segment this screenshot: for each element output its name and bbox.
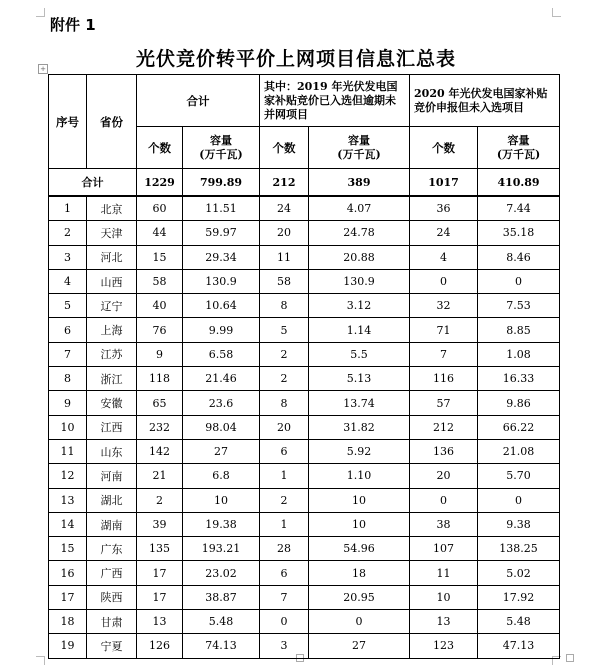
province-cell: 浙江 xyxy=(87,367,137,391)
value-cell: 28 xyxy=(260,537,309,561)
page-corner-mark xyxy=(36,656,45,665)
table-row xyxy=(49,342,560,366)
seq-cell: 13 xyxy=(49,488,87,512)
value-cell: 193.21 xyxy=(183,537,260,561)
value-cell: 11 xyxy=(410,561,478,585)
total-label: 合计 xyxy=(49,169,137,197)
value-cell: 2 xyxy=(137,488,183,512)
value-cell: 24 xyxy=(410,221,478,245)
value-cell: 44 xyxy=(137,221,183,245)
seq-cell: 8 xyxy=(49,367,87,391)
value-cell: 10.64 xyxy=(183,294,260,318)
seq-cell: 5 xyxy=(49,294,87,318)
value-cell: 65 xyxy=(137,391,183,415)
value-cell: 20 xyxy=(260,221,309,245)
seq-cell: 17 xyxy=(49,585,87,609)
value-cell: 136 xyxy=(410,439,478,463)
value-cell: 1.10 xyxy=(309,464,410,488)
table-row xyxy=(49,318,560,342)
value-cell: 3.12 xyxy=(309,294,410,318)
value-cell: 60 xyxy=(137,196,183,221)
table-row xyxy=(49,634,560,658)
table-move-handle-icon[interactable]: + xyxy=(38,64,48,74)
province-cell: 山东 xyxy=(87,439,137,463)
seq-cell: 2 xyxy=(49,221,87,245)
header-2019-group: 其中：2019 年光伏发电国家补贴竞价已入选但逾期未并网项目 xyxy=(260,75,410,127)
seq-cell: 14 xyxy=(49,512,87,536)
value-cell: 10 xyxy=(309,488,410,512)
seq-cell: 1 xyxy=(49,196,87,221)
value-cell: 2 xyxy=(260,367,309,391)
header-capacity: 容量 (万千瓦) xyxy=(183,127,260,169)
value-cell: 38 xyxy=(410,512,478,536)
value-cell: 7 xyxy=(410,342,478,366)
header-capacity: 容量 (万千瓦) xyxy=(309,127,410,169)
seq-cell: 6 xyxy=(49,318,87,342)
value-cell: 8.46 xyxy=(478,245,560,269)
value-cell: 66.22 xyxy=(478,415,560,439)
value-cell: 47.13 xyxy=(478,634,560,658)
value-cell: 23.02 xyxy=(183,561,260,585)
value-cell: 10 xyxy=(410,585,478,609)
value-cell: 1 xyxy=(260,512,309,536)
province-cell: 湖南 xyxy=(87,512,137,536)
header-count: 个数 xyxy=(137,127,183,169)
value-cell: 98.04 xyxy=(183,415,260,439)
value-cell: 11 xyxy=(260,245,309,269)
value-cell: 15 xyxy=(137,245,183,269)
value-cell: 76 xyxy=(137,318,183,342)
seq-cell: 15 xyxy=(49,537,87,561)
value-cell: 3 xyxy=(260,634,309,658)
table-row xyxy=(49,269,560,293)
table-row xyxy=(49,488,560,512)
table-row xyxy=(49,512,560,536)
value-cell: 116 xyxy=(410,367,478,391)
value-cell: 118 xyxy=(137,367,183,391)
province-cell: 北京 xyxy=(87,196,137,221)
province-cell: 广东 xyxy=(87,537,137,561)
value-cell: 5 xyxy=(260,318,309,342)
value-cell: 6.8 xyxy=(183,464,260,488)
table-row xyxy=(49,439,560,463)
value-cell: 4 xyxy=(410,245,478,269)
value-cell: 58 xyxy=(260,269,309,293)
value-cell: 126 xyxy=(137,634,183,658)
value-cell: 36 xyxy=(410,196,478,221)
value-cell: 212 xyxy=(410,415,478,439)
page-title: 光伏竞价转平价上网项目信息汇总表 xyxy=(135,48,456,70)
value-cell: 13.74 xyxy=(309,391,410,415)
value-cell: 5.02 xyxy=(478,561,560,585)
value-cell: 6.58 xyxy=(183,342,260,366)
province-cell: 甘肃 xyxy=(87,610,137,634)
value-cell: 24 xyxy=(260,196,309,221)
value-cell: 11.51 xyxy=(183,196,260,221)
seq-cell: 7 xyxy=(49,342,87,366)
province-cell: 河南 xyxy=(87,464,137,488)
value-cell: 0 xyxy=(478,488,560,512)
value-cell: 135 xyxy=(137,537,183,561)
value-cell: 10 xyxy=(183,488,260,512)
attachment-label: 附件 1 xyxy=(50,16,96,34)
value-cell: 6 xyxy=(260,561,309,585)
header-count: 个数 xyxy=(410,127,478,169)
value-cell: 74.13 xyxy=(183,634,260,658)
header-province: 省份 xyxy=(87,75,137,169)
value-cell: 39 xyxy=(137,512,183,536)
total-cell: 410.89 xyxy=(478,169,560,197)
value-cell: 232 xyxy=(137,415,183,439)
value-cell: 1 xyxy=(260,464,309,488)
value-cell: 21.46 xyxy=(183,367,260,391)
table-row xyxy=(49,245,560,269)
table-resize-handle[interactable] xyxy=(566,654,574,662)
value-cell: 7.53 xyxy=(478,294,560,318)
province-cell: 湖北 xyxy=(87,488,137,512)
value-cell: 6 xyxy=(260,439,309,463)
value-cell: 1.14 xyxy=(309,318,410,342)
province-cell: 广西 xyxy=(87,561,137,585)
value-cell: 5.48 xyxy=(478,610,560,634)
table-row xyxy=(49,610,560,634)
value-cell: 59.97 xyxy=(183,221,260,245)
value-cell: 58 xyxy=(137,269,183,293)
value-cell: 9 xyxy=(137,342,183,366)
total-cell: 799.89 xyxy=(183,169,260,197)
value-cell: 130.9 xyxy=(183,269,260,293)
table-row xyxy=(49,415,560,439)
value-cell: 20.95 xyxy=(309,585,410,609)
table-row xyxy=(49,464,560,488)
seq-cell: 16 xyxy=(49,561,87,585)
value-cell: 7.44 xyxy=(478,196,560,221)
value-cell: 0 xyxy=(309,610,410,634)
value-cell: 54.96 xyxy=(309,537,410,561)
table-row xyxy=(49,196,560,221)
province-cell: 陕西 xyxy=(87,585,137,609)
value-cell: 17.92 xyxy=(478,585,560,609)
value-cell: 8 xyxy=(260,391,309,415)
value-cell: 27 xyxy=(309,634,410,658)
value-cell: 5.92 xyxy=(309,439,410,463)
value-cell: 9.99 xyxy=(183,318,260,342)
table-row xyxy=(49,294,560,318)
header-capacity: 容量 (万千瓦) xyxy=(478,127,560,169)
value-cell: 5.13 xyxy=(309,367,410,391)
page-corner-mark xyxy=(36,8,45,17)
value-cell: 1.08 xyxy=(478,342,560,366)
value-cell: 24.78 xyxy=(309,221,410,245)
total-cell: 212 xyxy=(260,169,309,197)
summary-table[interactable] xyxy=(48,74,560,659)
value-cell: 31.82 xyxy=(309,415,410,439)
value-cell: 23.6 xyxy=(183,391,260,415)
value-cell: 20 xyxy=(260,415,309,439)
seq-cell: 11 xyxy=(49,439,87,463)
value-cell: 5.70 xyxy=(478,464,560,488)
header-seq: 序号 xyxy=(49,75,87,169)
value-cell: 13 xyxy=(137,610,183,634)
total-cell: 1229 xyxy=(137,169,183,197)
value-cell: 8 xyxy=(260,294,309,318)
value-cell: 123 xyxy=(410,634,478,658)
value-cell: 57 xyxy=(410,391,478,415)
province-cell: 江西 xyxy=(87,415,137,439)
seq-cell: 12 xyxy=(49,464,87,488)
table-row xyxy=(49,537,560,561)
table-row xyxy=(49,221,560,245)
value-cell: 35.18 xyxy=(478,221,560,245)
value-cell: 4.07 xyxy=(309,196,410,221)
value-cell: 138.25 xyxy=(478,537,560,561)
value-cell: 13 xyxy=(410,610,478,634)
seq-cell: 10 xyxy=(49,415,87,439)
value-cell: 7 xyxy=(260,585,309,609)
value-cell: 17 xyxy=(137,585,183,609)
seq-cell: 18 xyxy=(49,610,87,634)
value-cell: 21 xyxy=(137,464,183,488)
value-cell: 0 xyxy=(410,269,478,293)
total-cell: 389 xyxy=(309,169,410,197)
seq-cell: 4 xyxy=(49,269,87,293)
value-cell: 2 xyxy=(260,488,309,512)
province-cell: 宁夏 xyxy=(87,634,137,658)
total-cell: 1017 xyxy=(410,169,478,197)
value-cell: 0 xyxy=(260,610,309,634)
value-cell: 2 xyxy=(260,342,309,366)
total-row xyxy=(49,169,560,197)
value-cell: 40 xyxy=(137,294,183,318)
value-cell: 8.85 xyxy=(478,318,560,342)
value-cell: 10 xyxy=(309,512,410,536)
header-2020-group: 2020 年光伏发电国家补贴竞价申报但未入选项目 xyxy=(410,75,560,127)
value-cell: 18 xyxy=(309,561,410,585)
value-cell: 32 xyxy=(410,294,478,318)
value-cell: 9.86 xyxy=(478,391,560,415)
value-cell: 0 xyxy=(410,488,478,512)
table-row xyxy=(49,367,560,391)
seq-cell: 19 xyxy=(49,634,87,658)
province-cell: 安徽 xyxy=(87,391,137,415)
table-row xyxy=(49,561,560,585)
value-cell: 21.08 xyxy=(478,439,560,463)
value-cell: 107 xyxy=(410,537,478,561)
page-corner-mark xyxy=(552,8,561,17)
value-cell: 20.88 xyxy=(309,245,410,269)
table-row xyxy=(49,391,560,415)
value-cell: 9.38 xyxy=(478,512,560,536)
province-cell: 河北 xyxy=(87,245,137,269)
seq-cell: 3 xyxy=(49,245,87,269)
header-total-group: 合计 xyxy=(137,75,260,127)
value-cell: 20 xyxy=(410,464,478,488)
province-cell: 山西 xyxy=(87,269,137,293)
province-cell: 天津 xyxy=(87,221,137,245)
value-cell: 71 xyxy=(410,318,478,342)
value-cell: 142 xyxy=(137,439,183,463)
header-count: 个数 xyxy=(260,127,309,169)
seq-cell: 9 xyxy=(49,391,87,415)
value-cell: 130.9 xyxy=(309,269,410,293)
value-cell: 0 xyxy=(478,269,560,293)
province-cell: 江苏 xyxy=(87,342,137,366)
value-cell: 27 xyxy=(183,439,260,463)
value-cell: 5.5 xyxy=(309,342,410,366)
value-cell: 29.34 xyxy=(183,245,260,269)
table-row xyxy=(49,585,560,609)
value-cell: 19.38 xyxy=(183,512,260,536)
value-cell: 16.33 xyxy=(478,367,560,391)
province-cell: 上海 xyxy=(87,318,137,342)
value-cell: 17 xyxy=(137,561,183,585)
value-cell: 5.48 xyxy=(183,610,260,634)
province-cell: 辽宁 xyxy=(87,294,137,318)
value-cell: 38.87 xyxy=(183,585,260,609)
